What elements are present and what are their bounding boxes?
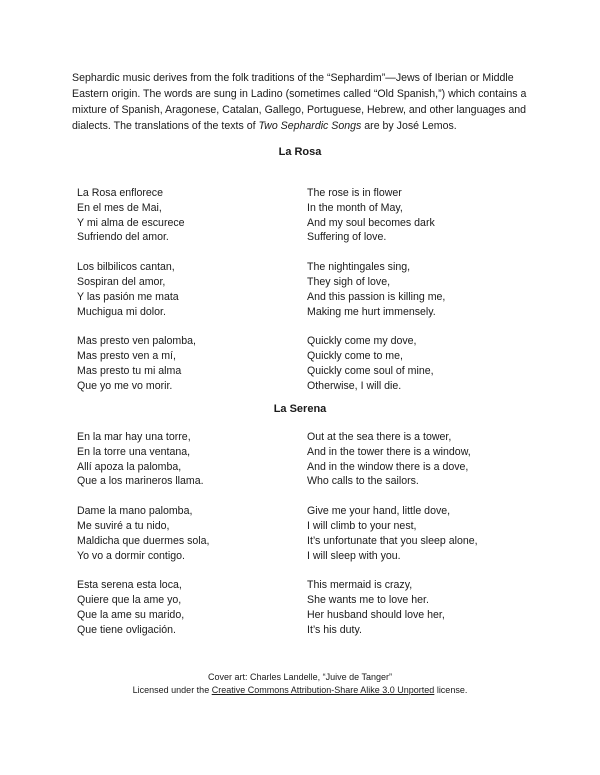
verse-line: Allí apoza la palomba, <box>77 460 182 473</box>
verse-line: En la mar hay una torre, <box>77 431 191 443</box>
verse-line: And my soul becomes dark <box>307 216 435 229</box>
song-heading-la-serena: La Serena <box>273 403 327 415</box>
verse-line: En el mes de Mai, <box>77 201 162 214</box>
verse-line: Y las pasión me mata <box>77 290 179 303</box>
stanza <box>307 430 557 489</box>
intro-paragraph <box>72 70 542 134</box>
verse-line: She wants me to love her. <box>307 594 429 607</box>
verse-line: I will climb to your nest, <box>307 519 417 532</box>
verse-line: Me suviré a tu nido, <box>77 519 170 532</box>
stanza <box>77 430 327 489</box>
verse-line: Que tiene ovligación. <box>77 623 176 636</box>
verse-line: It’s his duty. <box>307 623 362 636</box>
verse-line: Suffering of love. <box>307 231 387 244</box>
verse-line: Mas presto tu mi alma <box>77 364 182 377</box>
verse-line: Who calls to the sailors. <box>307 475 419 488</box>
verse-line: Her husband should love her, <box>307 608 445 621</box>
verse-line: Quickly come my dove, <box>307 335 417 348</box>
verse-line: Dame la mano palomba, <box>77 505 193 518</box>
verse-line: En la torre una ventana, <box>77 445 191 458</box>
license-prefix: Licensed under the <box>132 685 212 695</box>
verse-line: The nightingales sing, <box>307 261 411 274</box>
stanza <box>307 504 557 563</box>
verse-line: Que la ame su marido, <box>77 608 185 621</box>
verse-line: Quickly come to me, <box>307 350 403 363</box>
stanza <box>77 260 327 319</box>
license-suffix: license. <box>434 685 468 695</box>
stanza <box>77 504 327 563</box>
verse-line: In the month of May, <box>307 201 403 214</box>
stanza <box>307 260 557 319</box>
verse-line: Muchigua mi dolor. <box>77 305 166 318</box>
verse-line: Quickly come soul of mine, <box>307 364 434 377</box>
la-serena-translation <box>307 430 557 653</box>
stanza <box>307 186 557 245</box>
verse-line: This mermaid is crazy, <box>307 579 413 592</box>
verse-line: The rose is in flower <box>307 187 402 199</box>
verse-line: Los bilbilicos cantan, <box>77 261 175 274</box>
stanza <box>77 186 327 245</box>
stanza <box>307 578 557 637</box>
verse-line: Esta serena esta loca, <box>77 579 182 592</box>
stanza <box>77 334 327 393</box>
verse-line: And in the tower there is a window, <box>307 445 471 458</box>
la-rosa-translation <box>307 186 557 409</box>
verse-line: La Rosa enflorece <box>77 187 163 199</box>
verse-line: Out at the sea there is a tower, <box>307 431 452 443</box>
license-link[interactable]: Creative Commons Attribution-Share Alike 3.0 Unported <box>211 685 435 695</box>
verse-line: And this passion is killing me, <box>307 290 446 303</box>
verse-line: Sufriendo del amor. <box>77 231 169 244</box>
verse-line: Mas presto ven palomba, <box>77 335 196 348</box>
cover-art-credit: Cover art: Charles Landelle, “Juive de Tanger” <box>208 672 392 682</box>
verse-line: It’s unfortunate that you sleep alone, <box>307 534 478 547</box>
verse-line: Y mi alma de escurece <box>77 216 185 229</box>
verse-line: Making me hurt immensely. <box>307 305 436 318</box>
verse-line: Otherwise, I will die. <box>307 379 402 392</box>
verse-line: Give me your hand, little dove, <box>307 505 451 518</box>
verse-line: Yo vo a dormir contigo. <box>77 549 185 562</box>
verse-line: Sospiran del amor, <box>77 275 166 288</box>
license-line <box>0 684 600 697</box>
la-rosa-original <box>77 186 327 409</box>
verse-line: Quiere que la ame yo, <box>77 594 182 607</box>
verse-line: Que a los marineros llama. <box>77 475 204 488</box>
verse-line: I will sleep with you. <box>307 549 401 562</box>
intro-text-end: are by José Lemos. <box>361 120 457 132</box>
intro-work-title: Two Sephardic Songs <box>258 120 362 132</box>
verse-line: Que yo me vo morir. <box>77 379 173 392</box>
verse-line: Mas presto ven a mí, <box>77 350 176 363</box>
verse-line: They sigh of love, <box>307 275 391 288</box>
verse-line: And in the window there is a dove, <box>307 460 469 473</box>
song-heading-la-rosa: La Rosa <box>278 146 322 158</box>
la-serena-original <box>77 430 327 653</box>
intro-text: Sephardic music derives from the folk traditions of the “Sephardim”—Jews of Iberian or Middle Eastern origin. The words are sung in Ladino (sometimes called “Old Spanish,”) which contains a mixture of Spanish, Aragonese, Catalan, Gallego, Portuguese, Hebrew, and other languages and dialects. The translations of the texts of <box>72 72 527 132</box>
verse-line: Maldicha que duermes sola, <box>77 534 210 547</box>
stanza <box>307 334 557 393</box>
stanza <box>77 578 327 637</box>
